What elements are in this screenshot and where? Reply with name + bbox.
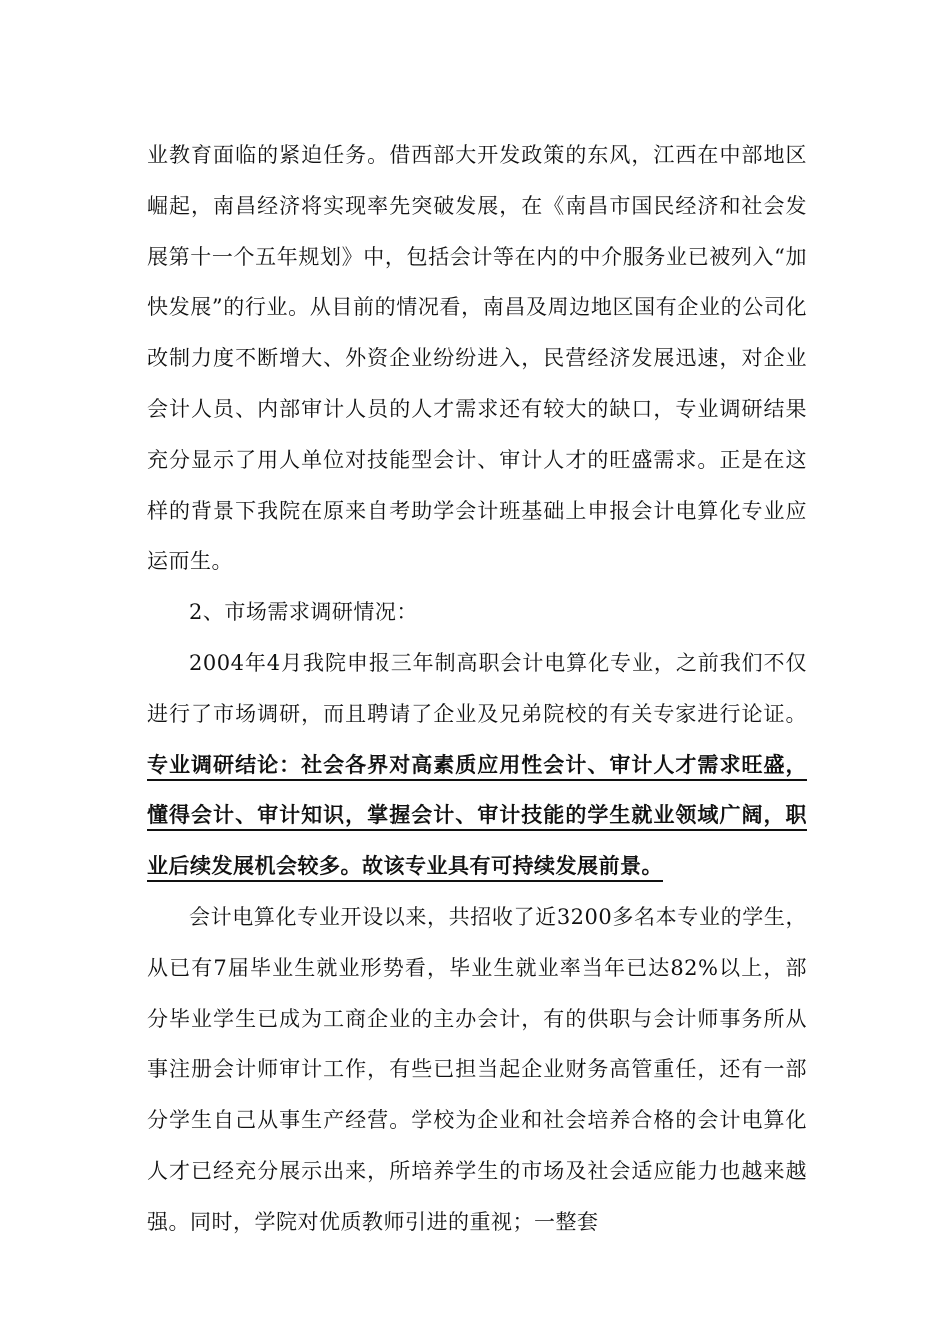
survey-intro-text: 2004年4月我院申报三年制高职会计电算化专业，之前我们不仅进行了市场调研，而且聘请了企业及兄弟院校的有关专家进行论证。 — [147, 650, 807, 726]
survey-conclusion-emphasis: 专业调研结论：社会各界对高素质应用性会计、审计人才需求旺盛，懂得会计、审计知识，掌握会计、审计技能的学生就业领域广阔，职业后续发展机会较多。故该专业具有可持续发展前景。 — [147, 751, 807, 879]
paragraph-employment-outcomes: 会计电算化专业开设以来，共招收了近3200多名本专业的学生，从已有7届毕业生就业形势看，毕业生就业率当年已达82%以上，部分毕业学生已成为工商企业的主办会计，有的供职与会计师事务所从事注册会计师审计工作，有些已担当起企业财务高管重任，还有一部分学生自己从事生产经营。学校为企业和社会培养合格的会计电算化人才已经充分展示出来，所培养学生的市场及社会适应能力也越来越强。同时，学院对优质教师引进的重视；一整套 — [147, 904, 807, 1234]
paragraph-survey-conclusion — [147, 638, 807, 892]
paragraph-background: 业教育面临的紧迫任务。借西部大开发政策的东风，江西在中部地区崛起，南昌经济将实现率先突破发展，在《南昌市国民经济和社会发展第十一个五年规划》中，包括会计等在内的中介服务业已被列入“加快发展”的行业。从目前的情况看，南昌及周边地区国有企业的公司化改制力度不断增大、外资企业纷纷进入，民营经济发展迅速，对企业会计人员、内部审计人员的人才需求还有较大的缺口，专业调研结果充分显示了用人单位对技能型会计、审计人才的旺盛需求。正是在这样的背景下我院在原来自考助学会计班基础上申报会计电算化专业应运而生。 — [147, 143, 807, 574]
document-body — [147, 130, 807, 1248]
paragraph-market-survey-heading: 2、市场需求调研情况： — [189, 600, 418, 625]
